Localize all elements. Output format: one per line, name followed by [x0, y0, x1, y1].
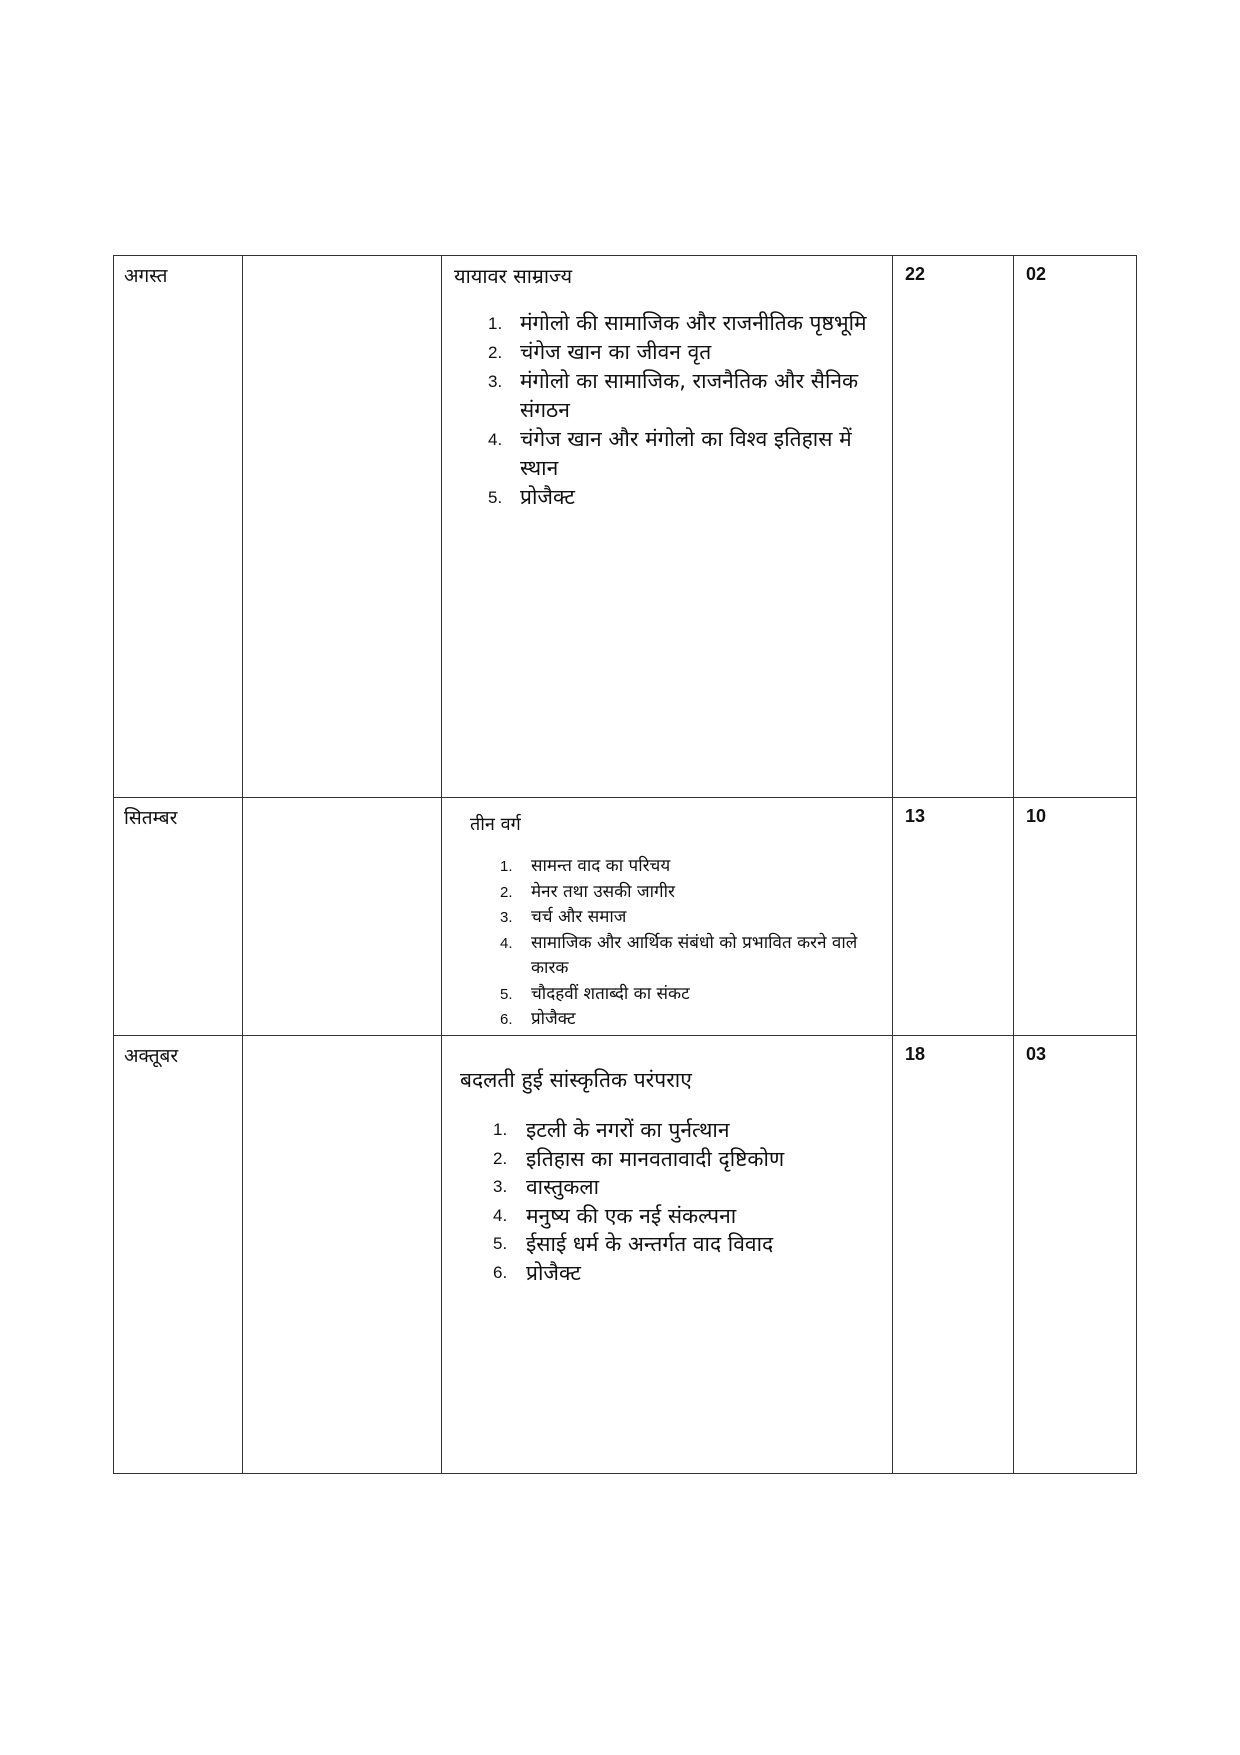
- content-cell: [442, 256, 893, 798]
- number-cell: [893, 798, 1014, 1036]
- number-cell: [893, 1036, 1014, 1474]
- list-item: 1. मंगोलो की सामाजिक और राजनीतिक पृष्ठभूमि: [488, 311, 867, 335]
- period-count-secondary: 10: [1026, 806, 1047, 826]
- list-item: 3. मंगोलो का सामाजिक, राजनैतिक और सैनिक संगठन: [488, 369, 859, 422]
- list-item: 5. ईसाई धर्म के अन्तर्गत वाद विवाद: [493, 1232, 774, 1256]
- list-item: 6. प्रोजैक्ट: [493, 1260, 581, 1285]
- table-row: [114, 1036, 1137, 1474]
- empty-cell: [243, 256, 442, 798]
- list-item: 4. सामाजिक और आर्थिक संबंधो को प्रभावित करने वाले कारक: [500, 932, 858, 978]
- topic-heading: यायावर साम्राज्य: [454, 264, 573, 288]
- content-cell: [442, 798, 893, 1036]
- list-item: 5. प्रोजैक्ट: [488, 485, 575, 509]
- number-cell: [1014, 1036, 1137, 1474]
- month-label: अक्तूबर: [124, 1045, 179, 1067]
- month-cell: [114, 256, 243, 798]
- subtopic-list: [488, 309, 878, 512]
- list-item: 3. चर्च और समाज: [500, 907, 627, 927]
- list-item: 2. मेनर तथा उसकी जागीर: [500, 881, 675, 902]
- list-item: 5. चौदहवीं शताब्दी का संकट: [500, 983, 690, 1004]
- list-item: 4. मनुष्य की एक नई संकल्पना: [493, 1203, 737, 1228]
- list-item: 3. वास्तुकला: [493, 1175, 600, 1199]
- period-count: 22: [905, 264, 926, 284]
- list-item: 4. चंगेज खान और मंगोलो का विश्व इतिहास में स्थान: [488, 427, 852, 480]
- period-count-secondary: 03: [1026, 1044, 1047, 1064]
- table-row: [114, 256, 1137, 798]
- period-count: 13: [905, 806, 926, 826]
- content-cell: [442, 1036, 893, 1474]
- list-item: 1. इटली के नगरों का पुर्नत्थान: [493, 1118, 730, 1142]
- topic-heading: बदलती हुई सांस्कृतिक परंपराए: [460, 1068, 692, 1092]
- month-label: सितम्बर: [124, 807, 178, 829]
- number-cell: [1014, 798, 1137, 1036]
- empty-cell: [243, 1036, 442, 1474]
- month-cell: [114, 798, 243, 1036]
- list-item: 1. सामन्त वाद का परिचय: [500, 856, 671, 876]
- subtopic-list: [493, 1116, 883, 1287]
- list-item: 6. प्रोजैक्ट: [500, 1009, 576, 1029]
- period-count-secondary: 02: [1026, 264, 1047, 284]
- period-count: 18: [905, 1044, 926, 1064]
- table-row: [114, 798, 1137, 1036]
- list-item: 2. इतिहास का मानवतावादी दृष्टिकोण: [493, 1146, 785, 1171]
- subtopic-list: [500, 854, 880, 1033]
- syllabus-table: [113, 255, 1137, 1474]
- number-cell: [893, 256, 1014, 798]
- list-item: 2. चंगेज खान का जीवन वृत: [488, 340, 712, 364]
- month-label: अगस्त: [124, 265, 168, 287]
- month-cell: [114, 1036, 243, 1474]
- number-cell: [1014, 256, 1137, 798]
- topic-heading: तीन वर्ग: [470, 814, 521, 835]
- empty-cell: [243, 798, 442, 1036]
